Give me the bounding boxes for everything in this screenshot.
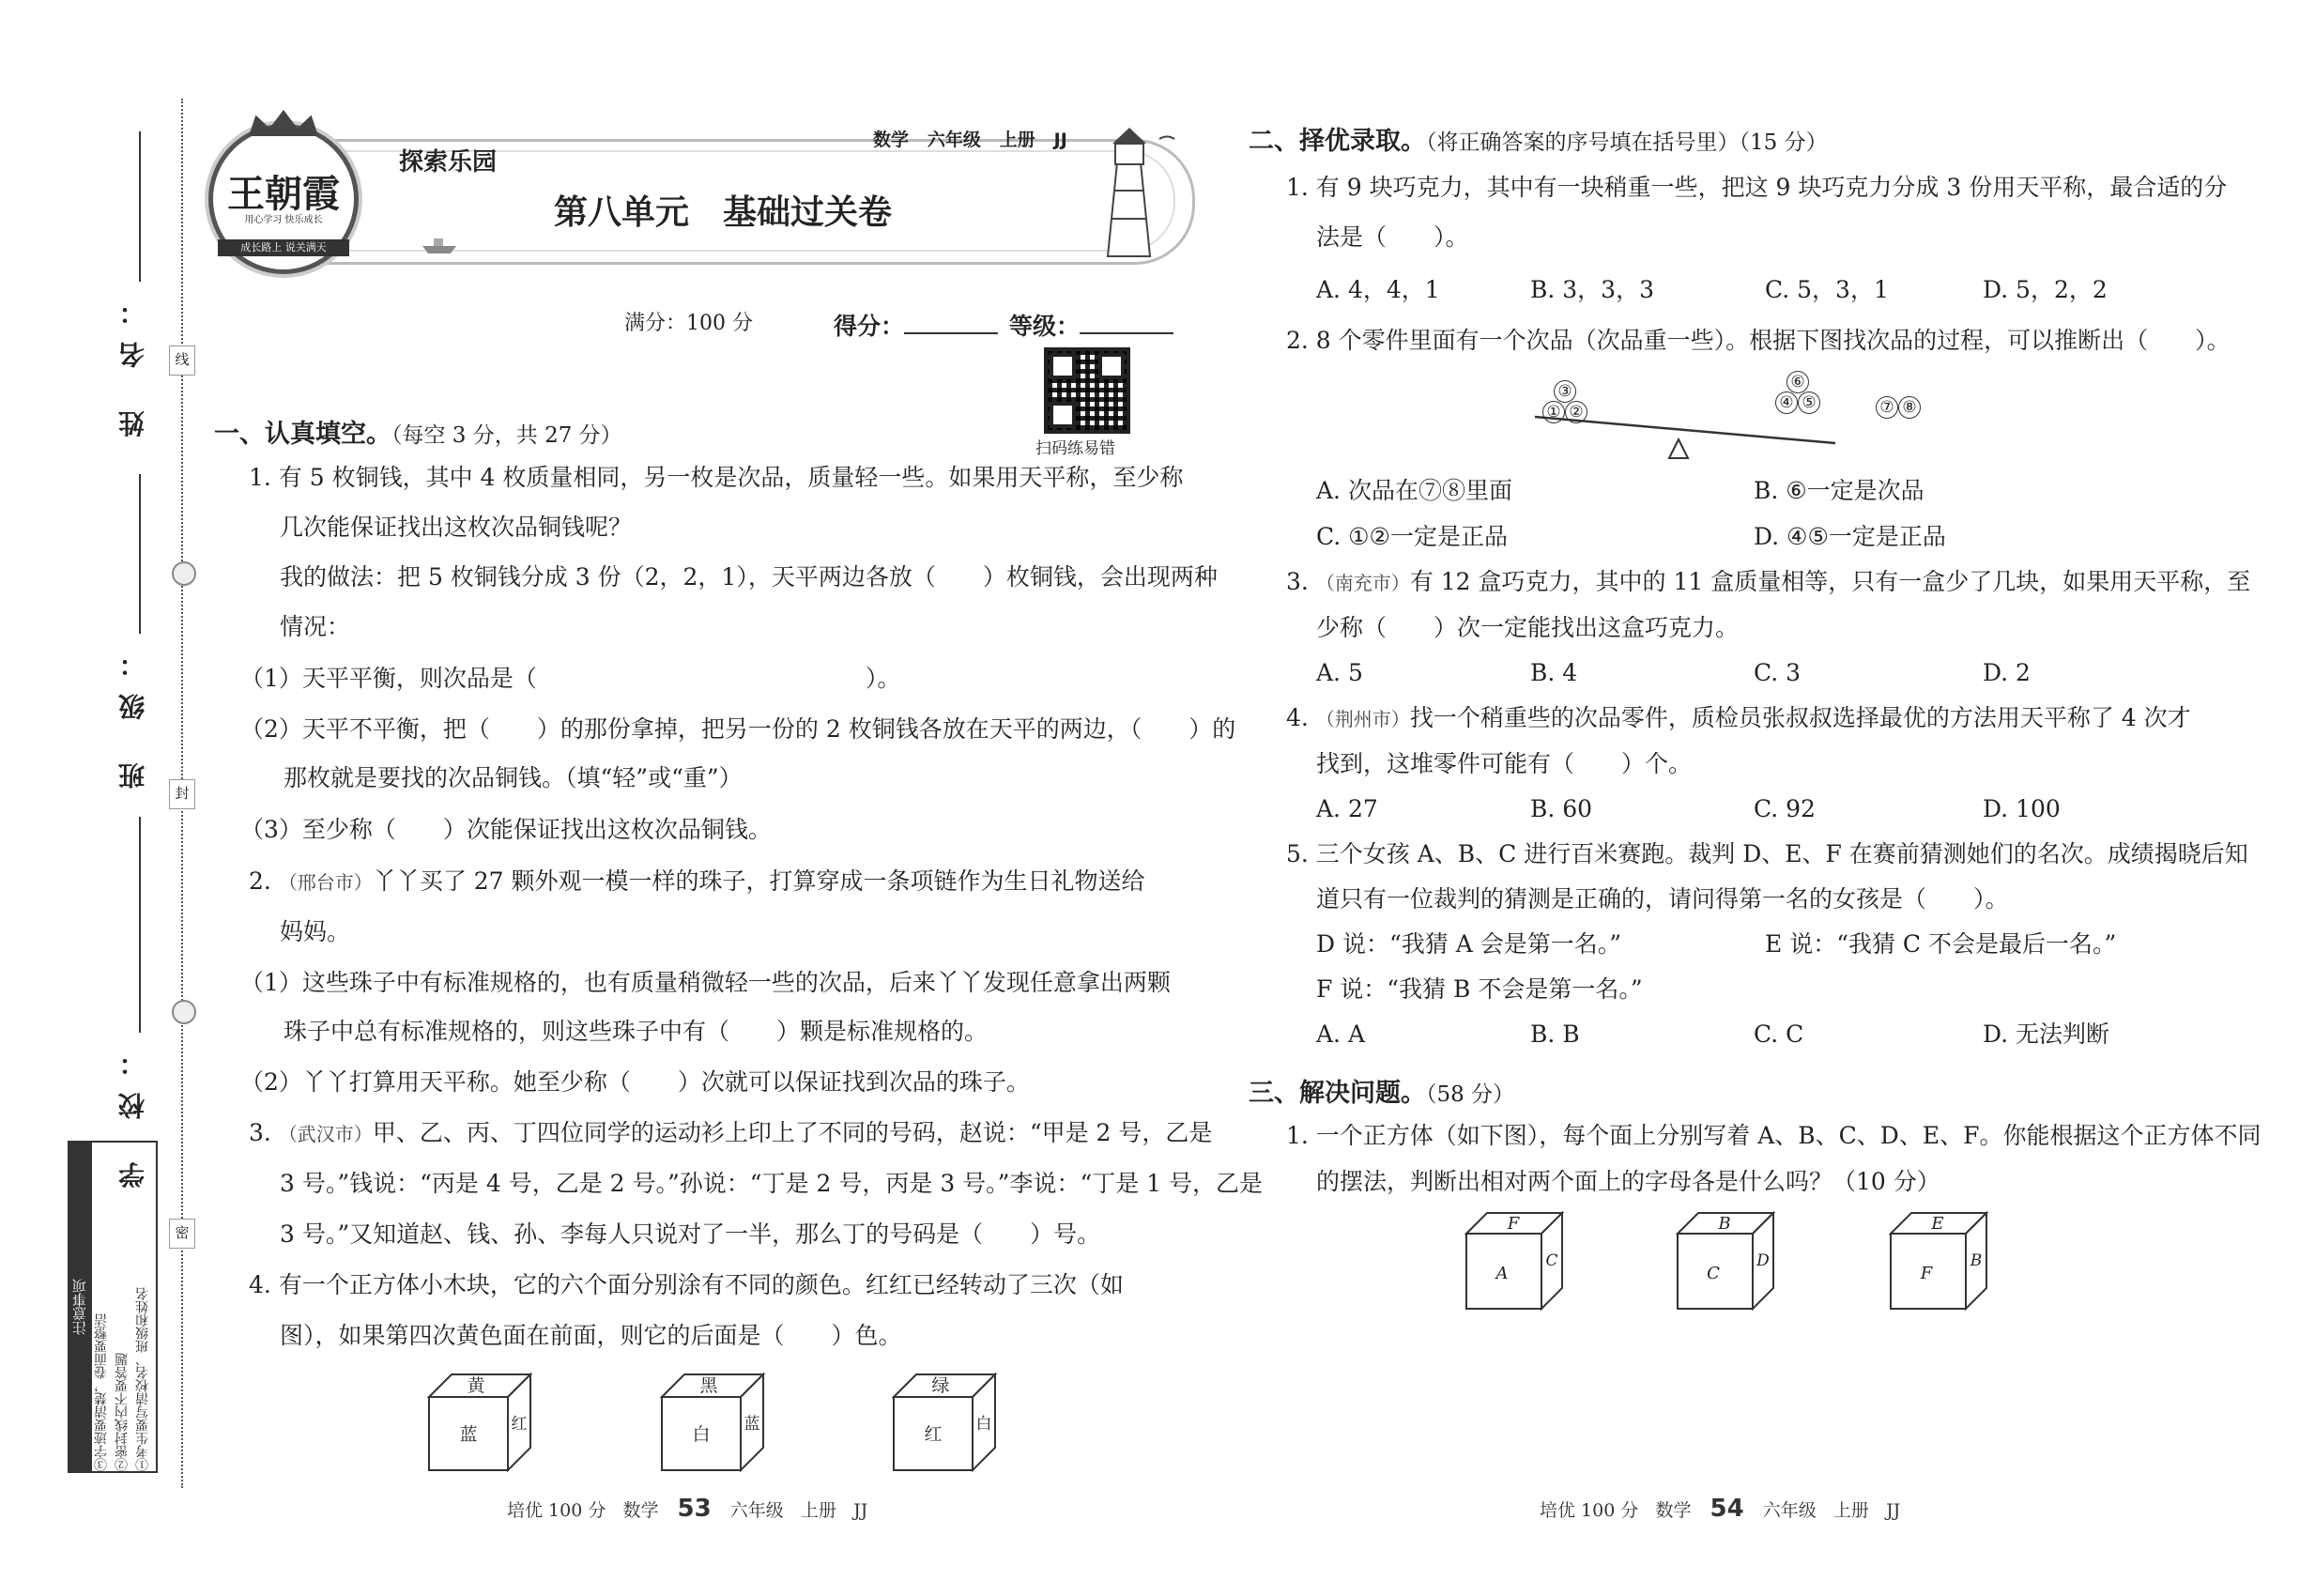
left-line	[280, 1219, 1100, 1251]
score-label: 得分：	[834, 313, 905, 340]
cube-side-label: 蓝	[744, 1415, 760, 1434]
header-meta	[873, 126, 1067, 151]
judge-d-statement: D 说：“我猜 A 会是第一名。”	[1316, 930, 1622, 958]
class-label: 班 级：	[117, 634, 148, 790]
coin: ①	[1542, 401, 1565, 423]
footer-term: 上册	[1832, 1500, 1869, 1521]
grade-label: 等级：	[1009, 313, 1081, 340]
question-line: 道只有一位裁判的猜测是正确的，请问得第一名的女孩是（ ）。	[1316, 885, 2009, 913]
question-text: 妈妈。	[280, 918, 351, 945]
footer-subject: 数学	[1655, 1500, 1692, 1521]
footer-book: 培优 100 分	[507, 1500, 606, 1521]
question-text: 有 5 枚铜钱，其中 4 枚质量相同，另一枚是次品，质量轻一些。如果用天平称，至少称	[278, 464, 1184, 491]
question-text: （1）天平平衡，则次品是（ ）。	[240, 665, 901, 692]
coin: ②	[1565, 401, 1587, 423]
cube	[427, 1371, 540, 1474]
cube-front-label: A	[1495, 1264, 1509, 1283]
grade-field	[1009, 308, 1173, 342]
left-line	[249, 866, 1145, 898]
option-c: C. 3	[1754, 659, 1802, 686]
meta-version: JJ	[1053, 130, 1067, 150]
option-d: D. 无法判断	[1983, 1021, 2110, 1048]
cut-word-1	[169, 345, 195, 376]
option-b: B. 3，3，3	[1530, 276, 1654, 303]
cube	[1889, 1211, 1992, 1311]
left-line	[280, 1168, 1263, 1200]
question-line: 4. （荆州市）找一个稍重些的次品零件，质检员张叔叔选择最优的方法用天平称了 4 次才	[1286, 704, 2191, 731]
judge-f-statement: F 说：“我猜 B 不会是第一名。”	[1316, 975, 1643, 1003]
logo-ribbon: 成长路上 说关满天	[218, 239, 349, 256]
qr-finder	[1050, 353, 1076, 379]
option-d: D. 5，2，2	[1983, 276, 2108, 303]
option-a: A. 次品在⑦⑧里面	[1316, 477, 1512, 504]
cube-top-label: 黑	[699, 1375, 718, 1396]
qr-finder	[1050, 402, 1076, 428]
cube-side-label: C	[1545, 1251, 1558, 1270]
left-line	[240, 1067, 1030, 1098]
cube-top-label: F	[1507, 1214, 1520, 1234]
question-line: 法是（ ）。	[1316, 223, 1469, 251]
question-line: 找到，这堆零件可能有（ ）个。	[1316, 750, 1693, 777]
left-line	[280, 611, 350, 643]
footer-version: JJ	[1886, 1500, 1901, 1521]
cube	[660, 1371, 773, 1474]
cube-side-label: 白	[975, 1415, 992, 1434]
seal-icon	[172, 1000, 196, 1024]
cube	[1464, 1211, 1568, 1311]
left-line	[284, 1016, 988, 1048]
meta-term: 上册	[999, 130, 1035, 150]
option-c: C. 92	[1754, 795, 1816, 822]
cut-word-text: 密	[175, 1224, 190, 1241]
option-a: A. 4，4，1	[1316, 276, 1440, 303]
score-blank[interactable]	[904, 308, 998, 334]
judge-e-statement: E 说：“我猜 C 不会是最后一名。”	[1765, 930, 2117, 958]
left-line	[280, 512, 632, 544]
cube-top-label: 绿	[931, 1375, 950, 1396]
question-text: 3 号。”钱说：“丙是 4 号，乙是 2 号。”孙说：“丁是 2 号，丙是 3 号。”李说：“丁是 1 号，乙是	[280, 1170, 1264, 1197]
notice-title: 注意事项	[69, 1143, 92, 1471]
question-line: 2. 8 个零件里面有一个次品（次品重一些）。根据下图找次品的过程，可以推断出（ ）。	[1286, 327, 2231, 354]
left-pan-coins	[1532, 380, 1598, 423]
option-c: C. 5，3，1	[1765, 276, 1889, 303]
question-text: 3 号。”又知道赵、钱、孙、李每人只说对了一半，那么丁的号码是（ ）号。	[280, 1220, 1101, 1248]
aside-coins	[1876, 396, 1921, 419]
question-number: 4.	[249, 1271, 271, 1298]
section2-title: 二、择优录取。	[1249, 127, 1426, 156]
section3-title: 三、解决问题。	[1249, 1079, 1426, 1108]
option-b: B. B	[1530, 1021, 1580, 1048]
qr-code[interactable]	[1044, 347, 1130, 434]
question-line: 少称（ ）次一定能找出这盒巧克力。	[1316, 614, 1740, 641]
question-text: 情况：	[280, 613, 351, 640]
cube	[1676, 1211, 1779, 1311]
option-a: A. A	[1316, 1021, 1366, 1048]
footer-grade: 六年级	[729, 1500, 784, 1521]
cube-front-label: 蓝	[459, 1424, 478, 1445]
notice-item: ②密封线内不要答题	[115, 1353, 130, 1471]
section2-note: （将正确答案的序号填在括号里）（15 分）	[1426, 130, 1828, 155]
grade-blank[interactable]	[1080, 308, 1173, 334]
seal-icon	[172, 561, 196, 586]
footer-book: 培优 100 分	[1540, 1500, 1639, 1521]
meta-subject: 数学	[873, 130, 910, 150]
qr-finder	[1098, 353, 1125, 379]
section1-note: （每空 3 分，共 27 分）	[391, 423, 622, 448]
question-number: 2.	[249, 867, 271, 895]
question-line: 的摆法，判断出相对两个面上的字母各是什么吗？（10 分）	[1316, 1168, 1940, 1195]
question-text: 找一个稍重些的次品零件，质检员张叔叔选择最优的方法用天平称了 4 次才	[1409, 704, 2191, 731]
left-line	[280, 1320, 902, 1352]
coin: ⑤	[1798, 391, 1820, 414]
option-d: D. 100	[1983, 795, 2061, 822]
question-line: 3. （南充市）有 12 盒巧克力，其中的 11 盒质量相等，只有一盒少了几块，如果用天平称，至	[1286, 568, 2251, 595]
left-line	[240, 714, 1235, 745]
page-title: 第八单元 基础过关卷	[553, 193, 892, 232]
logo-text: 王朝霞	[227, 172, 340, 216]
question-text: （3）至少称（ ）次能保证找出这枚次品铜钱。	[240, 816, 772, 843]
school-label: 学 校：	[117, 1033, 148, 1189]
score-field	[834, 308, 998, 342]
coin: ⑦	[1876, 396, 1898, 419]
left-line	[240, 663, 900, 695]
question-text: 丫丫买了 27 颗外观一模一样的珠子，打算穿成一条项链作为生日礼物送给	[372, 867, 1145, 895]
option-d: D. 2	[1983, 659, 2031, 686]
left-line	[280, 561, 1218, 593]
cut-word-text: 封	[175, 785, 190, 802]
name-label: 姓 名：	[117, 282, 148, 437]
cube-side-label: D	[1756, 1251, 1770, 1270]
question-text: 珠子中总有标准规格的，则这些珠子中有（ ）颗是标准规格的。	[284, 1018, 989, 1045]
question-line: 5. 三个女孩 A、B、C 进行百米赛跑。裁判 D、E、F 在赛前猜测她们的名次。成绩揭晓后知	[1286, 840, 2248, 867]
page-number: 54	[1710, 1495, 1744, 1523]
source-tag: （邢台市）	[278, 871, 373, 894]
school-underline	[139, 817, 141, 1033]
qr-caption: 扫码练易错	[1035, 439, 1115, 458]
cube-top-label: B	[1718, 1214, 1731, 1234]
option-a: A. 5	[1316, 659, 1363, 686]
cube-top-label: 黄	[467, 1375, 485, 1396]
cut-word-3	[169, 1219, 195, 1249]
question-text: 我的做法：把 5 枚铜钱分成 3 份（2，2，1），天平两边各放（ ）枚铜钱，会出现两种	[280, 563, 1218, 591]
option-b: B. 4	[1530, 659, 1578, 686]
question-text: （2）丫丫打算用天平称。她至少称（ ）次就可以保证找到次品的珠子。	[240, 1068, 1030, 1096]
question-text: 几次能保证找出这枚次品铜钱呢？	[280, 514, 633, 541]
footer-grade: 六年级	[1762, 1500, 1817, 1521]
page-number: 53	[677, 1495, 712, 1523]
notice-item: ③字迹要清楚，卷面要整洁	[94, 1313, 109, 1471]
question-number: 1.	[249, 464, 271, 491]
meta-grade: 六年级	[927, 130, 981, 150]
cube-front-label: F	[1920, 1264, 1933, 1283]
question-line: 1. 有 9 块巧克力，其中有一块稍重一些，把这 9 块巧克力分成 3 份用天平称，最合适的分	[1286, 174, 2228, 201]
logo-subtext: 用心学习 快乐成长	[244, 215, 323, 225]
crown-icon	[249, 110, 318, 136]
option-b: B. 60	[1530, 795, 1593, 822]
question-text: （1）这些珠子中有标准规格的，也有质量稍微轻一些的次品，后来丫丫发现任意拿出两颗	[240, 969, 1171, 996]
coin: ⑧	[1898, 396, 1921, 419]
option-c: C. C	[1754, 1021, 1804, 1048]
option-b: B. ⑥一定是次品	[1754, 477, 1924, 504]
cube-front-label: C	[1707, 1264, 1720, 1283]
full-score: 满分：100 分	[624, 312, 753, 335]
cube-top-label: E	[1931, 1214, 1944, 1234]
footer-version: JJ	[853, 1500, 868, 1521]
section1-title: 一、认真填空。	[214, 420, 391, 449]
left-line	[280, 916, 350, 948]
section3-note: （58 分）	[1426, 1082, 1515, 1107]
left-line	[249, 1269, 1124, 1301]
left-line	[240, 967, 1171, 999]
section3-heading	[1249, 1072, 1514, 1109]
option-d: D. ④⑤一定是正品	[1754, 523, 1946, 550]
option-c: C. ①②一定是正品	[1316, 523, 1508, 550]
coin: ③	[1554, 380, 1576, 403]
cube-side-label: B	[1970, 1251, 1983, 1270]
right-footer	[1540, 1495, 1900, 1523]
left-line	[249, 1117, 1212, 1150]
right-pan-coins	[1765, 371, 1831, 414]
question-number: 3.	[249, 1119, 271, 1146]
footer-subject: 数学	[622, 1500, 659, 1521]
cube-front-label: 白	[692, 1424, 711, 1445]
coin: ⑥	[1786, 371, 1809, 393]
left-footer	[507, 1495, 867, 1523]
ship-icon	[421, 235, 458, 255]
question-line: 1. 一个正方体（如下图），每个面上分别写着 A、B、C、D、E、F。你能根据这个正方体不同	[1286, 1122, 2262, 1149]
question-text: （2）天平不平衡，把（ ）的那份拿掉，把另一份的 2 枚铜钱各放在天平的两边，（ ）的	[240, 715, 1236, 743]
notice-item: ①考生要写清校名、班级和姓名	[135, 1287, 150, 1471]
left-line	[284, 762, 743, 794]
cut-word-2	[169, 779, 195, 809]
footer-term: 上册	[800, 1500, 836, 1521]
option-a: A. 27	[1316, 795, 1378, 822]
question-text: 那枚就是要找的次品铜钱。（填“轻”或“重”）	[284, 764, 743, 791]
question-text: 图），如果第四次黄色面在前面，则它的后面是（ ）色。	[280, 1322, 902, 1349]
coin: ④	[1775, 391, 1798, 414]
section1-heading	[214, 413, 622, 450]
source-tag: （武汉市）	[278, 1123, 373, 1145]
header-tag: 探索乐园	[399, 148, 498, 176]
question-text: 有 12 盒巧克力，其中的 11 盒质量相等，只有一盒少了几块，如果用天平称，至	[1409, 568, 2251, 595]
source-tag: （荆州市）	[1315, 708, 1410, 730]
question-text: 甲、乙、丙、丁四位同学的运动衫上印上了不同的号码，赵说：“甲是 2 号，乙是	[372, 1119, 1213, 1146]
lighthouse-icon	[1080, 120, 1183, 261]
notice-box	[68, 1141, 158, 1473]
question-text: 有一个正方体小木块，它的六个面分别涂有不同的颜色。红红已经转动了三次（如	[278, 1271, 1124, 1298]
source-tag: （南充市）	[1315, 572, 1410, 594]
section2-heading	[1249, 120, 1828, 157]
cube-side-label: 红	[511, 1415, 528, 1434]
left-line	[240, 814, 772, 846]
cube-front-label: 红	[924, 1424, 943, 1445]
left-line	[249, 462, 1183, 494]
class-underline	[139, 474, 141, 634]
cut-word-text: 线	[175, 351, 190, 368]
cube	[892, 1371, 1004, 1474]
